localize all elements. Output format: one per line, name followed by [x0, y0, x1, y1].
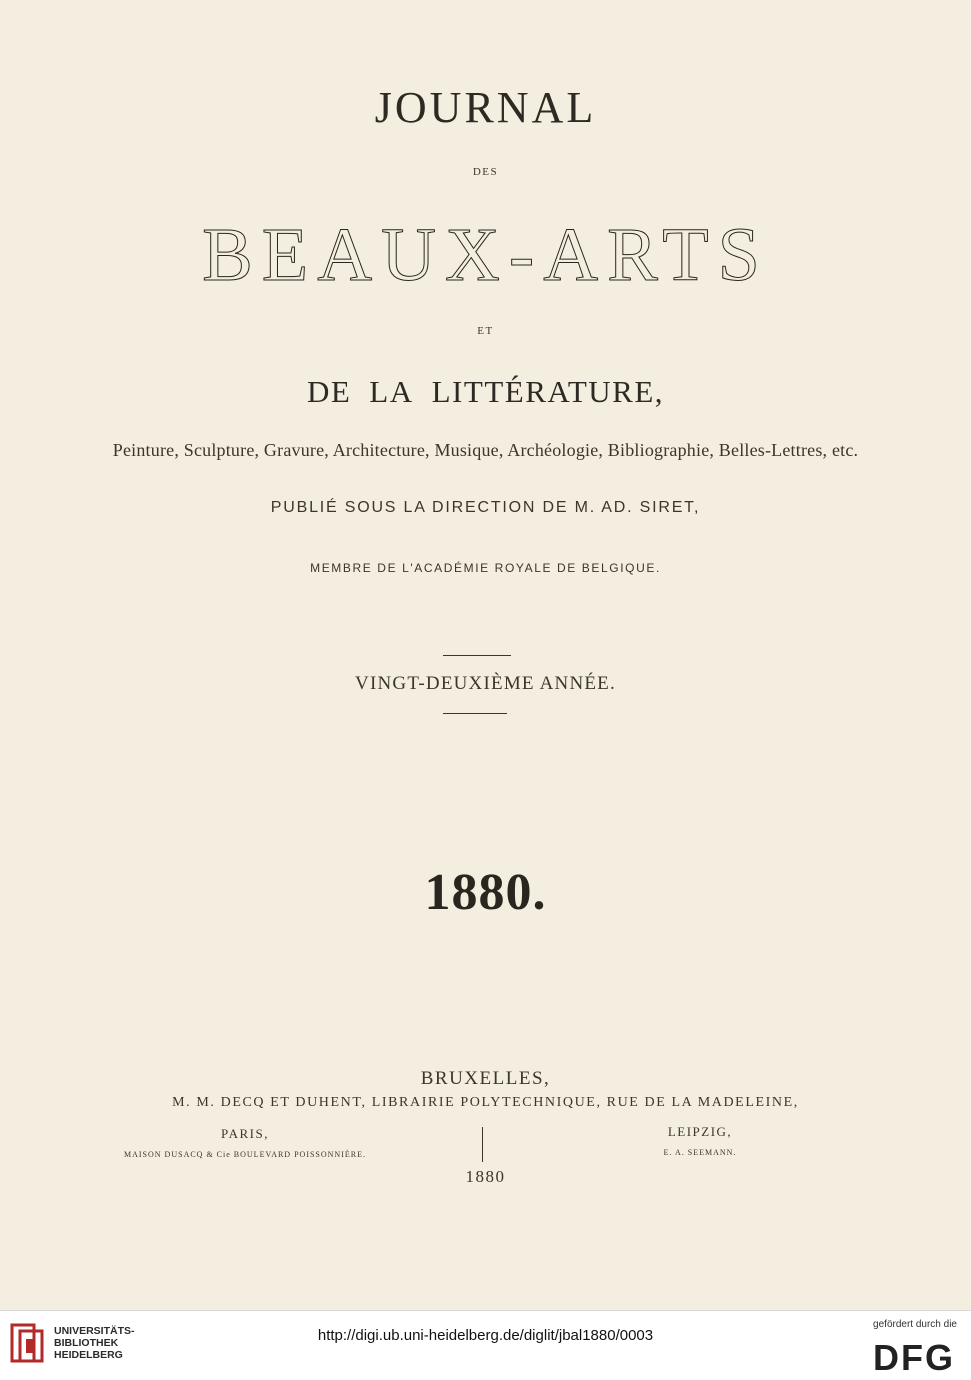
imprint-vertical-rule — [482, 1127, 483, 1162]
dfg-logo[interactable]: DFG — [873, 1337, 955, 1378]
title-journal: JOURNAL — [374, 83, 597, 132]
imprint-paris — [110, 1126, 380, 1159]
year-large: 1880. — [424, 864, 547, 921]
annee-line: VINGT-DEUXIÈME ANNÉE. — [355, 673, 616, 694]
subjects-line: Peinture, Sculpture, Gravure, Architecture, Musique, Archéologie, Bibliographie, Belles-Lettres, etc. — [112, 440, 859, 460]
membre-line: MEMBRE DE L'ACADÉMIE ROYALE DE BELGIQUE. — [310, 561, 661, 575]
divider-bottom — [443, 713, 507, 714]
title-et: ET — [477, 325, 494, 337]
imprint-publisher: M. M. DECQ ET DUHENT, LIBRAIRIE POLYTECHNIQUE, RUE DE LA MADELEINE, — [172, 1095, 799, 1110]
library-name-line2: BIBLIOTHEK — [54, 1337, 119, 1349]
viewer-footer — [0, 1310, 971, 1380]
direction-line: PUBLIÉ SOUS LA DIRECTION DE M. AD. SIRET, — [270, 499, 701, 516]
litterature-de: DE — [306, 374, 352, 409]
library-name-line3: HEIDELBERG — [54, 1349, 123, 1361]
permalink-url[interactable]: http://digi.ub.uni-heidelberg.de/diglit/jbal1880/0003 — [317, 1327, 654, 1344]
library-name-line1: UNIVERSITÄTS- — [54, 1325, 135, 1337]
funding-note: gefördert durch die — [873, 1319, 957, 1330]
title-litterature — [0, 374, 971, 410]
title-beaux-arts: BEAUX-ARTS — [202, 213, 769, 297]
leipzig-address: E. A. SEEMANN. — [663, 1148, 737, 1157]
paris-city: PARIS, — [221, 1126, 269, 1141]
divider-top — [443, 655, 511, 656]
litterature-word: LITTÉRATURE, — [431, 374, 665, 409]
imprint-leipzig — [590, 1124, 810, 1157]
imprint-city: BRUXELLES, — [420, 1068, 551, 1089]
litterature-la: LA — [369, 374, 414, 409]
leipzig-city: LEIPZIG, — [667, 1124, 733, 1139]
year-small: 1880 — [465, 1167, 506, 1186]
title-des: DES — [472, 166, 499, 178]
paris-address: MAISON DUSACQ & Cie BOULEVARD POISSONNIÈRE. — [124, 1150, 366, 1159]
